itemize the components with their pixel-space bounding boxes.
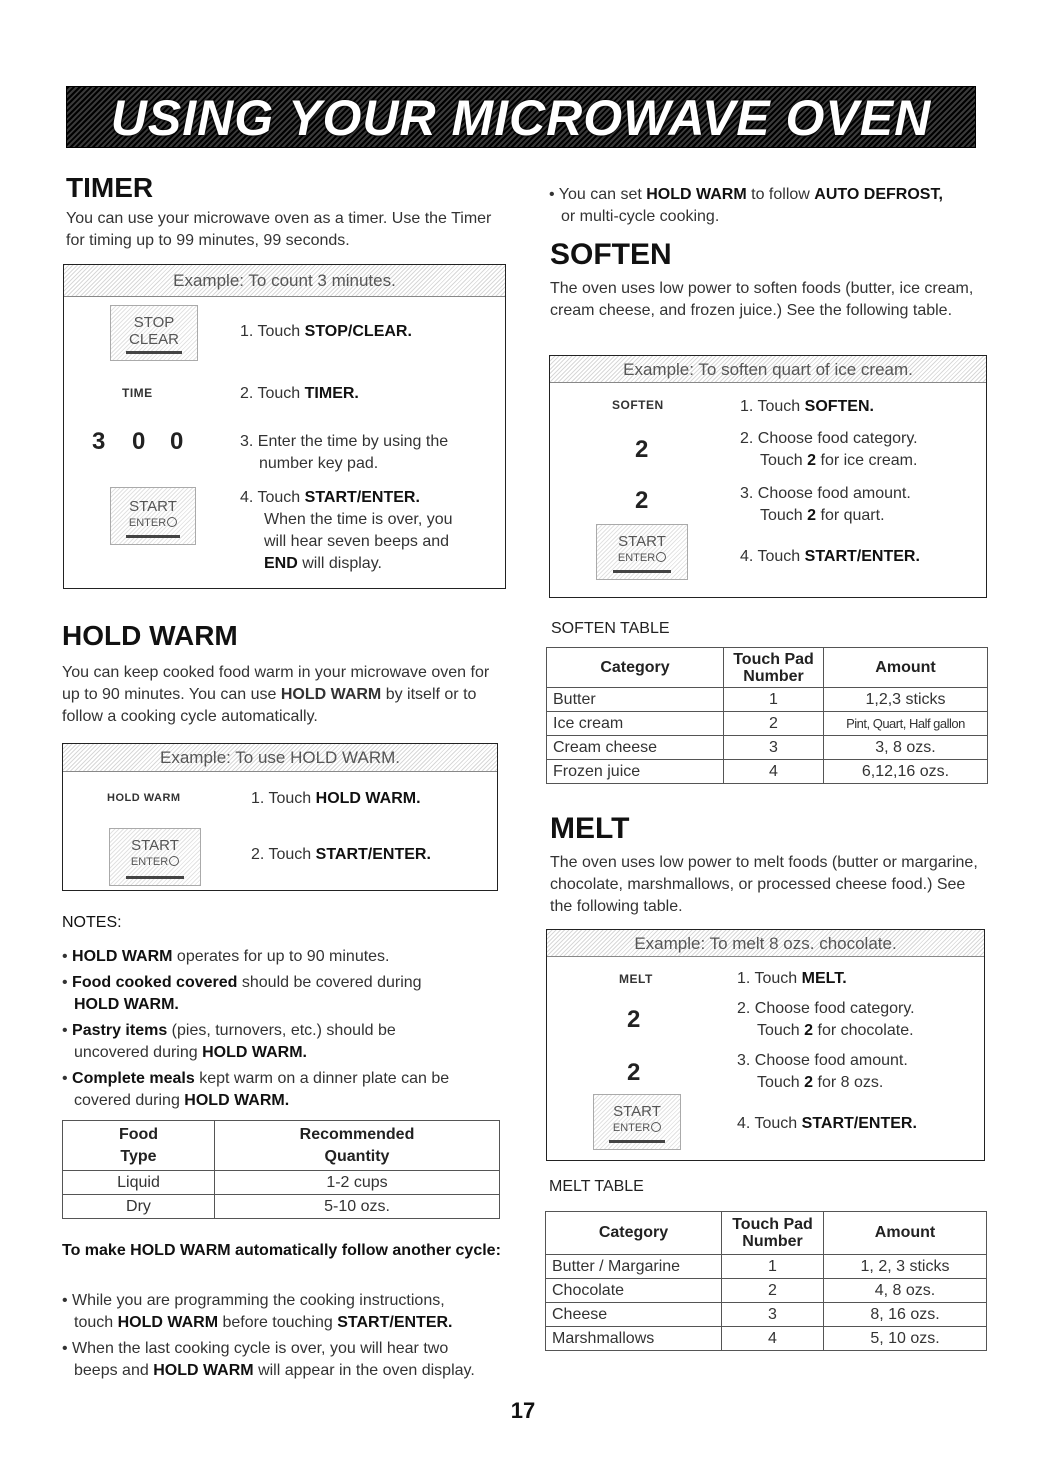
key-underline bbox=[126, 876, 184, 879]
hold-warm-step-2: 2. Touch START/ENTER. bbox=[251, 846, 431, 863]
table-header: Category bbox=[546, 1212, 722, 1255]
table-header: Food Type bbox=[63, 1121, 215, 1171]
table-row bbox=[63, 1171, 500, 1195]
digit-2-second: 2 bbox=[627, 1059, 641, 1086]
notes-heading: NOTES: bbox=[62, 914, 122, 931]
auto-follow-list bbox=[62, 1290, 507, 1382]
soften-heading: SOFTEN bbox=[550, 238, 672, 271]
start-enter-key: START ENTER bbox=[596, 524, 688, 580]
key-underline bbox=[609, 1140, 664, 1143]
page-number: 17 bbox=[510, 1398, 536, 1423]
notes-list bbox=[62, 946, 502, 1112]
melt-example-title: Example: To melt 8 ozs. chocolate. bbox=[547, 930, 984, 957]
note-item: • HOLD WARM operates for up to 90 minutes. bbox=[62, 948, 390, 965]
key-underline bbox=[613, 570, 671, 573]
digit-2: 2 bbox=[635, 436, 649, 463]
stop-key-label: STOP bbox=[133, 314, 175, 331]
table-header-row bbox=[63, 1121, 500, 1171]
table-header-row bbox=[547, 648, 988, 688]
table-row: Chocolate 2 4, 8 ozs. bbox=[546, 1279, 987, 1303]
melt-step-4: 4. Touch START/ENTER. bbox=[737, 1115, 917, 1132]
table-header: Category bbox=[547, 648, 724, 688]
digit-2: 2 bbox=[627, 1006, 641, 1033]
food-quantity-table bbox=[62, 1120, 500, 1219]
table-cell: Dry bbox=[63, 1195, 215, 1219]
timer-intro: You can use your microwave oven as a timer. Use the Timer for timing up to 99 minutes, 99 seconds. bbox=[66, 210, 492, 249]
soften-intro: The oven uses low power to soften foods (butter, ice cream, cream cheese, and frozen juice.) See the following table. bbox=[550, 280, 974, 319]
soften-step-4: 4. Touch START/ENTER. bbox=[740, 548, 920, 565]
soften-table bbox=[546, 647, 988, 784]
timer-step-3: 3. Enter the time by using the number key pad. bbox=[240, 433, 449, 472]
table-row bbox=[63, 1195, 500, 1219]
lock-icon bbox=[651, 1122, 661, 1132]
table-header: Touch Pad Number bbox=[724, 648, 824, 688]
digit-0-second: 0 bbox=[170, 428, 184, 455]
table-row: Marshmallows 4 5, 10 ozs. bbox=[546, 1327, 987, 1351]
table-header-row bbox=[546, 1212, 987, 1255]
table-row: Cream cheese 3 3, 8 ozs. bbox=[547, 736, 988, 760]
table-cell: 1-2 cups bbox=[215, 1171, 500, 1195]
digit-3: 3 bbox=[92, 428, 106, 455]
digit-0: 0 bbox=[132, 428, 146, 455]
timer-step-2: 2. Touch TIMER. bbox=[240, 385, 359, 402]
table-row: Frozen juice 4 6,12,16 ozs. bbox=[547, 760, 988, 784]
melt-heading: MELT bbox=[550, 812, 630, 845]
start-enter-key: START ENTER bbox=[593, 1094, 681, 1150]
hold-warm-heading: HOLD WARM bbox=[62, 620, 238, 651]
note-item: • Complete meals kept warm on a dinner plate can be covered during HOLD WARM. bbox=[62, 1070, 450, 1109]
melt-intro: The oven uses low power to melt foods (butter or margarine, chocolate, marshmallows, or processed cheese food.) See the following table. bbox=[550, 854, 978, 915]
melt-key-label: MELT bbox=[619, 972, 653, 986]
note-item: • Food cooked covered should be covered during HOLD WARM. bbox=[62, 974, 422, 1013]
hold-warm-step-1: 1. Touch HOLD WARM. bbox=[251, 790, 421, 807]
timer-step-1: 1. Touch STOP/CLEAR. bbox=[240, 323, 412, 340]
auto-follow-item: • You can set HOLD WARM to follow AUTO DEFROST, or multi-cycle cooking. bbox=[549, 186, 943, 225]
key-underline bbox=[126, 535, 180, 538]
soften-step-2: 2. Choose food category. Touch 2 for ice cream. bbox=[740, 430, 918, 469]
start-enter-key: START ENTER bbox=[110, 487, 196, 545]
melt-step-2: 2. Choose food category. Touch 2 for chocolate. bbox=[737, 1000, 915, 1039]
melt-step-1: 1. Touch MELT. bbox=[737, 970, 847, 987]
table-cell: 5-10 ozs. bbox=[215, 1195, 500, 1219]
start-enter-key: START ENTER bbox=[109, 828, 201, 886]
clear-key-label: CLEAR bbox=[128, 331, 180, 348]
lock-icon bbox=[169, 856, 179, 866]
time-key-label: TIME bbox=[122, 386, 153, 400]
note-item: • Pastry items (pies, turnovers, etc.) should be uncovered during HOLD WARM. bbox=[62, 1022, 396, 1061]
lock-icon bbox=[656, 552, 666, 562]
soften-table-title: SOFTEN TABLE bbox=[551, 620, 670, 637]
auto-follow-heading: To make HOLD WARM automatically follow another cycle: bbox=[62, 1242, 501, 1259]
hold-warm-example-box bbox=[62, 743, 498, 891]
table-row: Butter / Margarine 1 1, 2, 3 sticks bbox=[546, 1255, 987, 1279]
soften-key-label: SOFTEN bbox=[612, 398, 664, 412]
hold-warm-intro: You can keep cooked food warm in your microwave oven for up to 90 minutes. You can use HOLD WARM by itself or to follow a cooking cycle automatically. bbox=[62, 664, 490, 725]
auto-follow-item: • When the last cooking cycle is over, you will hear two beeps and HOLD WARM will appear in the oven display. bbox=[62, 1340, 475, 1379]
table-row: Cheese 3 8, 16 ozs. bbox=[546, 1303, 987, 1327]
page-title: USING YOUR MICROWAVE OVEN bbox=[110, 90, 932, 146]
melt-table bbox=[545, 1211, 987, 1351]
auto-follow-item: • While you are programming the cooking instructions, touch HOLD WARM before touching START/ENTER. bbox=[62, 1292, 453, 1331]
digit-2-second: 2 bbox=[635, 487, 649, 514]
hold-warm-example-title: Example: To use HOLD WARM. bbox=[63, 744, 497, 772]
table-header: Amount bbox=[824, 648, 988, 688]
hold-warm-key-label: HOLD WARM bbox=[107, 792, 181, 804]
timer-example-box bbox=[63, 264, 506, 589]
timer-heading: TIMER bbox=[66, 172, 154, 203]
table-header: Recommended Quantity bbox=[215, 1121, 500, 1171]
table-header: Touch Pad Number bbox=[722, 1212, 824, 1255]
table-row: Butter 1 1,2,3 sticks bbox=[547, 688, 988, 712]
timer-step-4: 4. Touch START/ENTER. When the time is over, you will hear seven beeps and END will display. bbox=[240, 489, 453, 572]
stop-clear-key bbox=[110, 305, 198, 361]
melt-step-3: 3. Choose food amount. Touch 2 for 8 ozs. bbox=[737, 1052, 908, 1091]
soften-step-3: 3. Choose food amount. Touch 2 for quart. bbox=[740, 485, 911, 524]
timer-example-title: Example: To count 3 minutes. bbox=[64, 265, 505, 297]
soften-step-1: 1. Touch SOFTEN. bbox=[740, 398, 874, 415]
table-cell: Liquid bbox=[63, 1171, 215, 1195]
key-underline bbox=[126, 351, 181, 354]
table-row: Ice cream 2 Pint, Quart, Half gallon bbox=[547, 712, 988, 736]
table-header: Amount bbox=[824, 1212, 987, 1255]
lock-icon bbox=[167, 517, 177, 527]
soften-example-box bbox=[549, 355, 987, 598]
melt-table-title: MELT TABLE bbox=[549, 1178, 644, 1195]
soften-example-title: Example: To soften quart of ice cream. bbox=[550, 356, 986, 383]
header-banner bbox=[66, 86, 976, 148]
melt-example-box bbox=[546, 929, 985, 1161]
